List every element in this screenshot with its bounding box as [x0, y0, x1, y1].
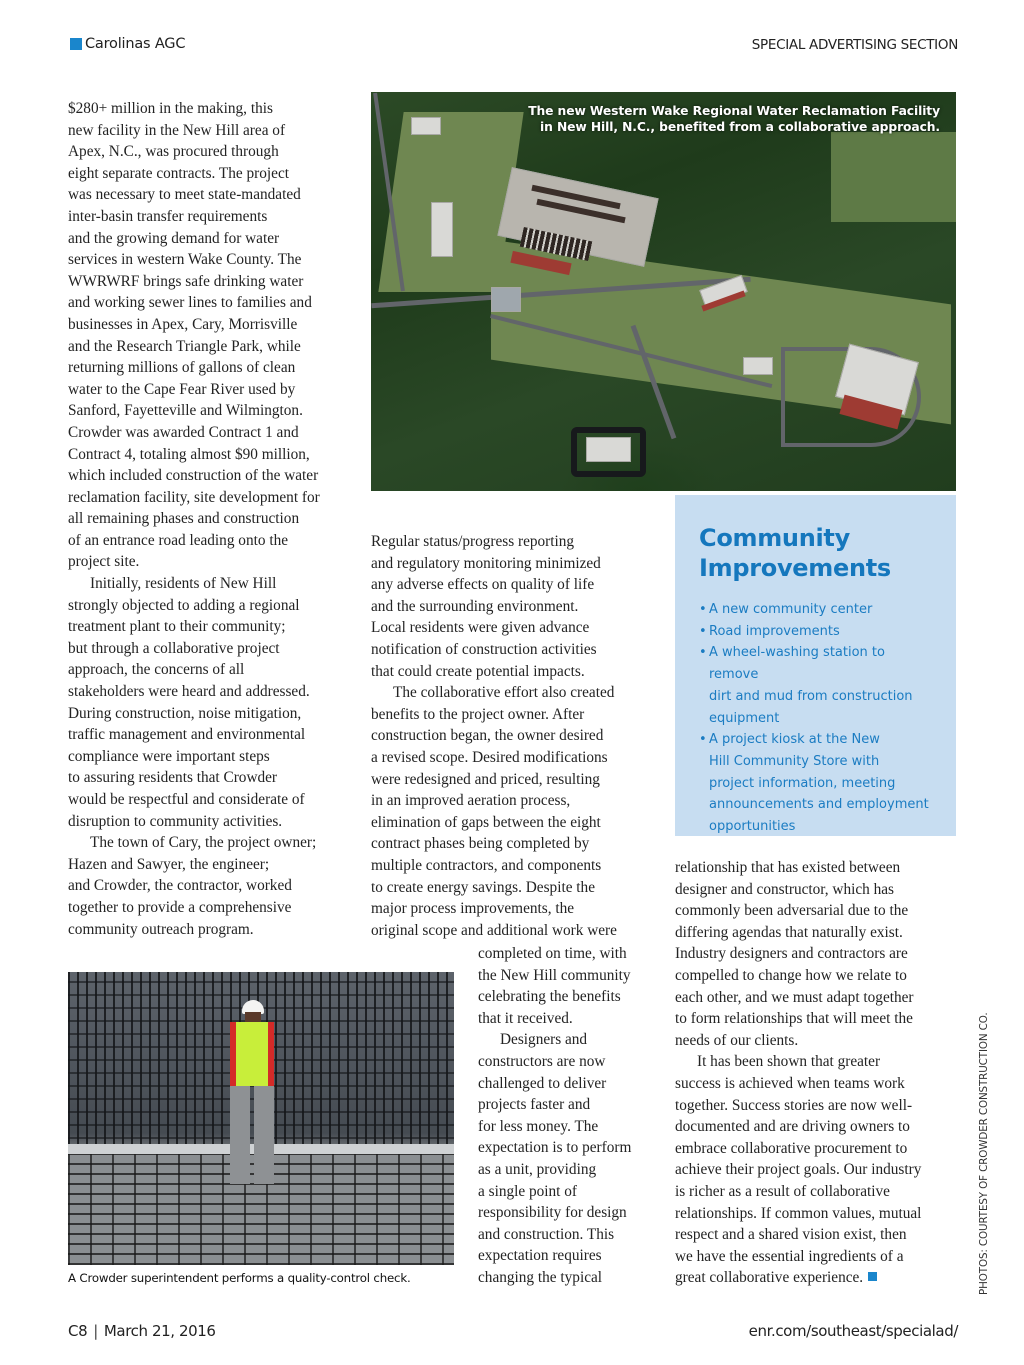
article-line-text: for less money. The [478, 1117, 599, 1135]
article-line [675, 922, 960, 944]
article-line-text: that could create potential impacts. [371, 662, 585, 680]
article-line [68, 206, 353, 228]
article-line [68, 811, 353, 833]
article-line-text: Local residents were given advance [371, 619, 590, 637]
article-line-text: constructors are now [478, 1052, 606, 1070]
sidebar-item-line: dirt and mud from construction [709, 688, 913, 704]
article-line-text: notification of construction activities [371, 640, 597, 658]
article-line [68, 897, 353, 919]
article-line [478, 1116, 658, 1138]
article-line [68, 314, 353, 336]
article-line [371, 812, 661, 834]
article-line [675, 879, 960, 901]
article-line-text: Initially, residents of New Hill [90, 575, 277, 593]
article-line [68, 465, 353, 487]
sidebar-list-item [699, 621, 934, 643]
article-line-text: community outreach program. [68, 920, 254, 938]
article-line-text: project site. [68, 553, 140, 571]
article-line-text: which included construction of the water [68, 467, 319, 485]
article-line-text: in an improved aeration process, [371, 792, 571, 810]
article-line [371, 920, 661, 942]
article-line [68, 573, 353, 595]
article-line [68, 875, 353, 897]
article-line [68, 141, 353, 163]
sidebar-title [699, 523, 934, 583]
article-line-text: Designers and [500, 1031, 588, 1049]
article-line [68, 854, 353, 876]
article-line [478, 1181, 658, 1203]
article-line-text: expectation requires [478, 1247, 602, 1265]
article-line-text: commonly been adversarial due to the [675, 902, 909, 920]
article-line [68, 724, 353, 746]
article-line [68, 271, 353, 293]
article-line-text: compelled to change how we relate to [675, 966, 907, 984]
article-line-text: eight separate contracts. The project [68, 164, 289, 182]
article-line [675, 1181, 960, 1203]
article-line [68, 616, 353, 638]
article-line-text: embrace collaborative procurement to [675, 1139, 908, 1157]
sidebar-item-line: project information, meeting [709, 775, 896, 791]
article-line-text: $280+ million in the making, this [68, 100, 273, 117]
article-line-text: Crowder was awarded Contract 1 and [68, 423, 299, 441]
article-line [478, 1202, 658, 1224]
article-line [68, 659, 353, 681]
article-line-text: completed on time, with [478, 945, 627, 962]
article-line [68, 98, 353, 120]
article-line-text: was necessary to meet state-mandated [68, 186, 301, 204]
article-line [68, 508, 353, 530]
article-line [675, 1051, 960, 1073]
article-line-text: but through a collaborative project [68, 639, 280, 657]
article-line-text: disruption to community activities. [68, 812, 283, 830]
article-line [371, 574, 661, 596]
article-line [478, 1094, 658, 1116]
article-line-text: Contract 4, totaling almost $90 million, [68, 445, 310, 463]
sidebar-item-line: Hill Community Store with [709, 753, 880, 769]
sidebar-item-line: A wheel-washing station to remove [709, 645, 885, 683]
article-line [68, 336, 353, 358]
article-line-text: needs of our clients. [675, 1031, 799, 1049]
article-line [478, 1008, 658, 1030]
article-line-text: great collaborative experience. [675, 1269, 864, 1287]
article-line [478, 1073, 658, 1095]
article-line-text: elimination of gaps between the eight [371, 813, 601, 831]
article-line [478, 965, 658, 987]
safety-vest [230, 1022, 274, 1086]
section-label: SPECIAL ADVERTISING SECTION [751, 37, 958, 53]
article-line-text: all remaining phases and construction [68, 510, 300, 528]
aerial-photo-caption [528, 103, 940, 135]
article-line-text: businesses in Apex, Cary, Morrisville [68, 315, 298, 333]
sidebar-item-line: A new community center [709, 602, 873, 617]
article-line-text: changing the typical [478, 1268, 603, 1286]
article-column-2-top [371, 531, 661, 941]
article-line [68, 703, 353, 725]
article-line [675, 1095, 960, 1117]
article-line-text: and regulatory monitoring minimized [371, 554, 601, 572]
sidebar-item-line: Road improvements [709, 623, 840, 639]
article-line-text: The collaborative effort also created [393, 684, 615, 702]
article-line [68, 184, 353, 206]
sidebar-list [699, 599, 934, 838]
article-line-text: During construction, noise mitigation, [68, 704, 302, 722]
article-line-text: each other, and we must adapt together [675, 988, 914, 1006]
article-line-text: relationship that has existed between [675, 859, 901, 876]
article-line-text: and working sewer lines to families and [68, 294, 312, 312]
article-line-text: celebrating the benefits [478, 988, 621, 1006]
article-line-text: and construction. This [478, 1225, 615, 1243]
article-line [371, 682, 661, 704]
article-line [371, 661, 661, 683]
article-line [675, 1246, 960, 1268]
article-line [675, 1030, 960, 1052]
article-line [68, 357, 353, 379]
article-line [68, 228, 353, 250]
article-line-text: contract phases being completed by [371, 835, 590, 853]
publication-section-text: Carolinas AGC [85, 36, 186, 52]
article-line-text: of an entrance road leading onto the [68, 531, 289, 549]
article-line-text: Hazen and Sawyer, the engineer; [68, 855, 270, 873]
community-improvements-sidebar [675, 495, 956, 836]
article-line-text: the New Hill community [478, 966, 631, 984]
article-line [68, 767, 353, 789]
article-line [675, 1203, 960, 1225]
article-line [371, 531, 661, 553]
article-line [675, 900, 960, 922]
article-line-text: together to provide a comprehensive [68, 898, 292, 916]
issue-date: March 21, 2016 [103, 1322, 216, 1340]
superintendent-figure [216, 1000, 286, 1190]
article-line [68, 789, 353, 811]
article-line-text: and the surrounding environment. [371, 597, 579, 615]
article-line [68, 530, 353, 552]
article-line-text: compliance were important steps [68, 747, 270, 765]
article-line [478, 1051, 658, 1073]
article-line [675, 943, 960, 965]
article-line-text: any adverse effects on quality of life [371, 576, 595, 594]
footer-url[interactable]: enr.com/southeast/specialad/ [748, 1322, 958, 1340]
article-line [478, 1029, 658, 1051]
article-column-1 [68, 98, 353, 940]
article-line [371, 747, 661, 769]
article-line-text: Sanford, Fayetteville and Wilmington. [68, 402, 303, 420]
article-line-text: benefits to the project owner. After [371, 705, 585, 723]
article-line [68, 400, 353, 422]
article-line-text: to form relationships that will meet the [675, 1010, 913, 1028]
article-line-text: together. Success stories are now well- [675, 1096, 913, 1114]
article-line-text: approach, the concerns of all [68, 661, 245, 679]
sidebar-list-item [699, 642, 934, 729]
publication-section-label [70, 36, 185, 52]
article-line-text: achieve their project goals. Our industry [675, 1161, 922, 1179]
article-line-text: expectation is to perform [478, 1139, 632, 1157]
footer-page-info [68, 1322, 216, 1340]
article-line [68, 551, 353, 573]
article-line-text: challenged to deliver [478, 1074, 607, 1092]
aerial-caption-line-2: in New Hill, N.C., benefited from a collaborative approach. [540, 120, 940, 134]
article-line-text: services in western Wake County. The [68, 251, 302, 269]
article-line [371, 725, 661, 747]
sidebar-item-line: A project kiosk at the New [709, 732, 880, 748]
article-line-text: stakeholders were heard and addressed. [68, 683, 310, 701]
article-line [68, 379, 353, 401]
article-line-text: relationships. If common values, mutual [675, 1204, 922, 1222]
article-line [675, 1116, 960, 1138]
sidebar-list-item [699, 599, 934, 621]
article-line [68, 120, 353, 142]
article-line-text: to assuring residents that Crowder [68, 769, 278, 787]
article-line [478, 1267, 658, 1289]
article-line-text: responsibility for design [478, 1204, 627, 1222]
article-line-text: a single point of [478, 1182, 577, 1200]
article-line [68, 832, 353, 854]
article-line [478, 943, 658, 965]
article-line-text: to create energy savings. Despite the [371, 878, 595, 896]
article-line [675, 987, 960, 1009]
article-line-text: water to the Cape Fear River used by [68, 380, 296, 398]
worker-rebar-photo [68, 972, 454, 1265]
article-line [68, 638, 353, 660]
article-line-text: strongly objected to adding a regional [68, 596, 300, 614]
article-line-text: as a unit, providing [478, 1160, 597, 1178]
article-line [68, 163, 353, 185]
article-column-3 [675, 857, 960, 1289]
article-line-text: It has been shown that greater [697, 1053, 881, 1071]
article-line [68, 487, 353, 509]
article-line [478, 986, 658, 1008]
sidebar-list-item [699, 729, 934, 838]
article-line [478, 1224, 658, 1246]
sidebar-item-line: equipment [709, 710, 780, 726]
article-line [371, 553, 661, 575]
article-line [68, 422, 353, 444]
sidebar-item-line: opportunities [709, 819, 796, 835]
article-line-text: and the Research Triangle Park, while [68, 337, 301, 355]
article-line [371, 704, 661, 726]
article-line [675, 1267, 960, 1289]
article-line [371, 639, 661, 661]
article-line-text: original scope and additional work were [371, 921, 617, 939]
article-line [675, 1138, 960, 1160]
article-line [68, 746, 353, 768]
article-line [371, 596, 661, 618]
article-line-text: documented and are driving owners to [675, 1118, 910, 1136]
article-line-text: designer and constructor, which has [675, 880, 895, 898]
article-line [675, 1008, 960, 1030]
article-line-text: returning millions of gallons of clean [68, 359, 296, 377]
article-line-text: traffic management and environmental [68, 726, 306, 744]
article-line-text: we have the essential ingredients of a [675, 1247, 904, 1265]
article-line [371, 898, 661, 920]
article-line [371, 790, 661, 812]
article-line-text: is richer as a result of collaborative [675, 1182, 890, 1200]
article-line [675, 965, 960, 987]
brand-square-icon [70, 38, 82, 50]
sidebar-title-line-1: Community [699, 524, 850, 552]
footer-separator: | [93, 1322, 98, 1340]
article-line [68, 919, 353, 941]
article-line-text: and the growing demand for water [68, 229, 280, 247]
article-line-text: Regular status/progress reporting [371, 533, 575, 550]
article-line-text: multiple contractors, and components [371, 856, 602, 874]
article-line [68, 681, 353, 703]
aerial-caption-line-1: The new Western Wake Regional Water Reclamation Facility [528, 104, 940, 118]
article-line [68, 595, 353, 617]
article-line [68, 292, 353, 314]
article-line-text: were redesigned and priced, resulting [371, 770, 600, 788]
article-line [68, 249, 353, 271]
article-line-text: inter-basin transfer requirements [68, 207, 268, 225]
article-line-text: success is achieved when teams work [675, 1074, 905, 1092]
article-line-text: would be respectful and considerate of [68, 791, 305, 808]
photo-credit: PHOTOS: COURTESY OF CROWDER CONSTRUCTION CO. [978, 1012, 990, 1295]
article-line-text: WWRWRF brings safe drinking water [68, 272, 304, 290]
article-line [68, 444, 353, 466]
sidebar-title-line-2: Improvements [699, 554, 891, 582]
end-of-article-square-icon [868, 1272, 877, 1281]
article-line-text: a revised scope. Desired modifications [371, 748, 608, 766]
article-line [371, 617, 661, 639]
worker-photo-caption: A Crowder superintendent performs a quality-control check. [68, 1271, 411, 1285]
article-line [478, 1245, 658, 1267]
article-line [371, 769, 661, 791]
article-line [675, 1224, 960, 1246]
page-number: C8 [68, 1322, 88, 1340]
article-line [675, 1159, 960, 1181]
article-line-text: projects faster and [478, 1096, 591, 1114]
article-line-text: that it received. [478, 1009, 573, 1027]
article-line [675, 857, 960, 879]
article-line-text: major process improvements, the [371, 900, 575, 918]
article-line-text: construction began, the owner desired [371, 727, 604, 745]
article-line-text: Apex, N.C., was procured through [68, 143, 279, 161]
article-line-text: new facility in the New Hill area of [68, 121, 286, 139]
article-column-2-bottom [478, 943, 658, 1289]
article-line-text: differing agendas that naturally exist. [675, 923, 903, 941]
aerial-facility-photo [371, 92, 956, 491]
article-line [478, 1137, 658, 1159]
article-line-text: The town of Cary, the project owner; [90, 834, 317, 852]
article-line [371, 877, 661, 899]
article-line [675, 1073, 960, 1095]
article-line-text: Industry designers and contractors are [675, 945, 908, 963]
article-line-text: and Crowder, the contractor, worked [68, 877, 292, 895]
article-line [371, 833, 661, 855]
article-line-text: respect and a shared vision exist, then [675, 1226, 907, 1244]
article-line-text: reclamation facility, site development for [68, 488, 320, 506]
sidebar-item-line: announcements and employment [709, 797, 929, 813]
article-line [478, 1159, 658, 1181]
article-line-text: treatment plant to their community; [68, 618, 286, 636]
article-line [371, 855, 661, 877]
legs [230, 1086, 274, 1184]
